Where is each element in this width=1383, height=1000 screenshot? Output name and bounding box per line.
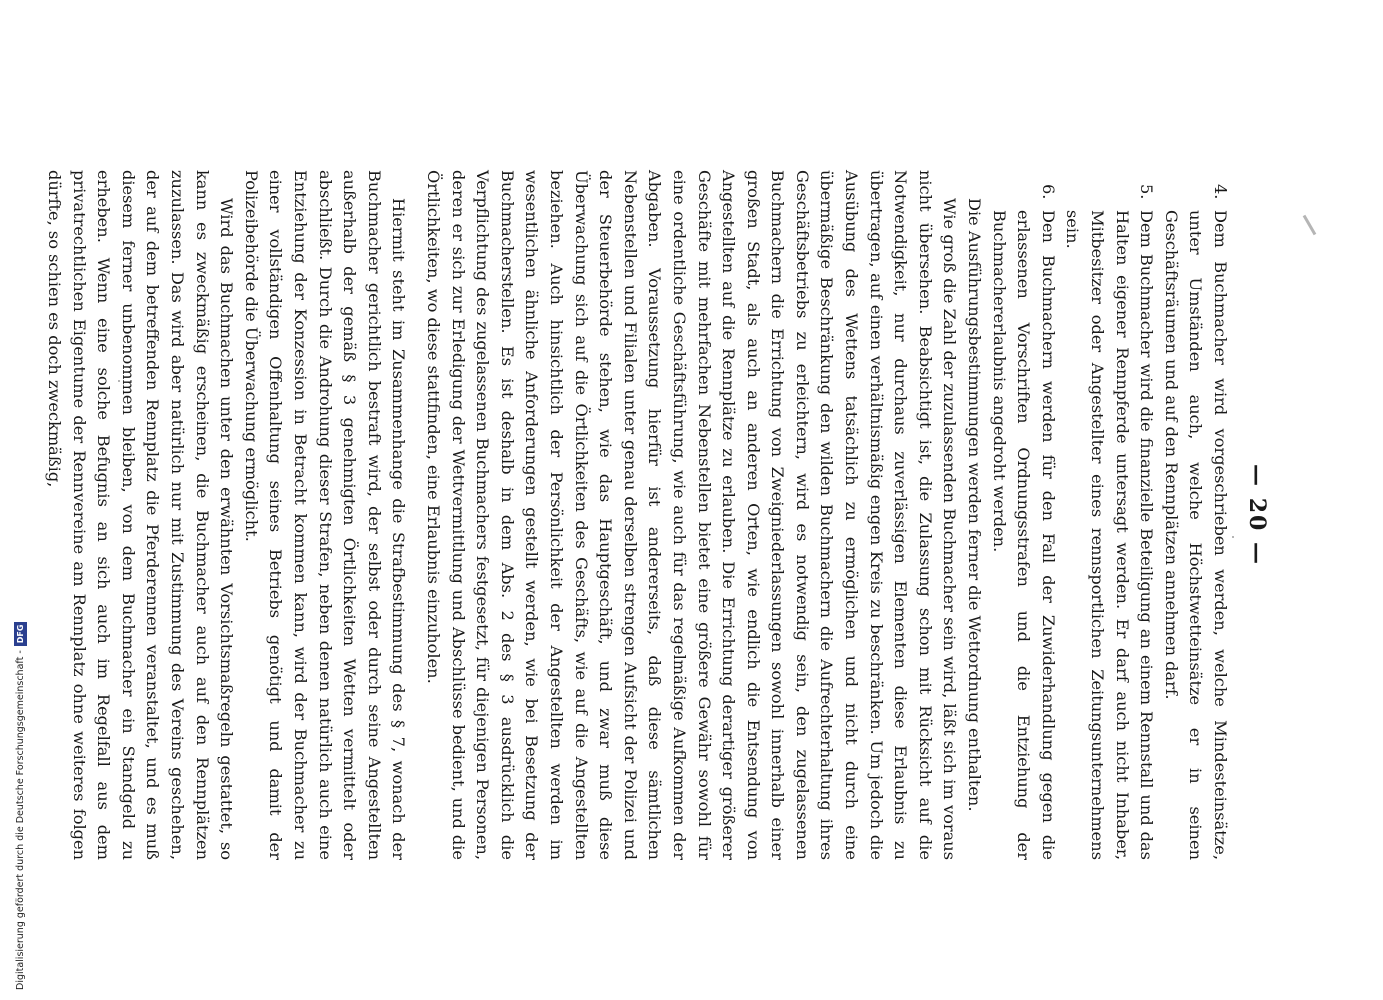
- page-number: — 20 —: [1244, 464, 1270, 566]
- paragraph: Wie groß die Zahl der zuzulassenden Buchmacher sein wird, läßt sich im voraus nicht übersehen. Beabsichtigt ist, die Zulassung schon mit Rücksicht auf die Notwendigkeit, nur durchaus zuverlässigen Elementen diese Erlaubnis zu übertragen, auf einen verhältnismäßig engen Kreis zu beschränken. Um jedoch die Ausübung des Wettens tatsächlich zu ermöglichen und nicht durch eine übermäßige Beschränkung den wilden Buchmachern die Aufrechterhaltung ihres Geschäftsbetriebs zu erleichtern, wird es notwendig sein, den zugelassenen Buchmachern die Errichtung von Zweigniederlassungen sowohl innerhalb einer großen Stadt, als auch an anderen Orten, wie endlich die Entsendung von Angestellten auf die Rennplätze zu erlauben. Die Errichtung derartiger größerer Geschäfte mit mehrfachen Nebenstellen bietet eine größere Gewähr sowohl für eine ordentliche Geschäftsführung, wie auch für das regelmäßige Aufkommen der Abgaben. Voraussetzung hierfür ist andererseits, daß diese sämtlichen Nebenstellen und Filialen unter genau derselben strengen Aufsicht der Polizei und der Steuerbehörde stehen, wie das Hauptgeschäft, und zwar muß diese Überwachung sich auf die Örtlichkeiten des Geschäfts, wie auf die Angestellten beziehen. Auch hinsichtlich der Persönlichkeit der Angestellten werden im wesentlichen ähnliche Anforderungen gestellt werden, wie bei Besetzung der Buchmacherstellen. Es ist deshalb in dem Abs. 2 des § 3 ausdrücklich die Verpflichtung des zugelassenen Buchmachers festgesetzt, für diejenigen Personen, deren er sich zur Erledigung der Wettvermittlung und Abschlüsse bedient, und die Örtlichkeiten, wo diese stattfinden, eine Erlaubnis einzuholen.: [424, 170, 960, 860]
- digitization-credit: [14, 10, 28, 990]
- page-content: [45, 150, 1280, 880]
- scan-speck: [1303, 215, 1317, 236]
- list-item: [1060, 170, 1158, 860]
- list-item-text: Den Buchmachern werden für den Fall der Zuwiderhandlung gegen die erlassenen Vorschriften Ordnungsstrafen und die Entziehung der Buchmachererlaubnis angedroht werden.: [989, 210, 1058, 860]
- paragraph: Wird das Buchmachen unter den erwähnten Vorsichtsmaßregeln gestattet, so kann es zweckmäßig erscheinen, die Buchmacher auch auf den Rennplätzen zuzulassen. Das wird aber natürlich nur mit Zustimmung des Vereins geschehen, der auf dem betreffenden Rennplatz die Pferderennen veranstaltet, und es muß diesem ferner unbenommen bleiben, von dem Buchmacher ein Standgeld zu erheben. Wenn eine solche Befugnis an sich auch im Regelfall aus dem privatrechtlichen Eigentume der Rennvereine am Rennplatz ohne weiteres folgen dürfte, so schien es doch zweckmäßig,: [45, 170, 237, 860]
- dfg-logo: DFG: [14, 622, 27, 647]
- list-item-number: 4.: [1211, 184, 1230, 200]
- credit-text: Digitalisierung gefördert durch die Deutsche Forschungsgemeinschaft -: [15, 650, 26, 990]
- list-item-number: 5.: [1137, 184, 1157, 200]
- list-item-text: Dem Buchmacher wird die finanzielle Beteiligung an einem Rennstall und das Halten eigener Rennpferde untersagt werden. Er darf auch nicht Inhaber, Mitbesitzer oder Angestellter eines rennsportlichen Zeitungsunternehmens sein.: [1063, 210, 1157, 860]
- list-item: [1158, 170, 1232, 860]
- list-item-text: Dem Buchmacher wird vorgeschrieben werden, welche Mindesteinsätze, unter Umständen auch, welche Höchstwetteinsätze er in seinen Geschäftsräumen und auf den Rennplätzen annehmen darf.: [1161, 210, 1230, 860]
- list-item: [986, 170, 1060, 860]
- scanned-page: [45, 150, 1280, 880]
- paragraph: Hiermit steht im Zusammenhange die Strafbestimmung des § 7, wonach der Buchmacher gerichtlich bestraft wird, der selbst oder durch seine Angestellten außerhalb der gemäß § 3 genehmigten Örtlichkeiten Wetten vermittelt oder abschließt. Durch die Androhung dieser Strafen, neben denen natürlich auch eine Entziehung der Konzession in Betracht kommen kann, wird der Buchmacher zu einer vollständigen Offenhaltung seines Betriebs genötigt und damit der Polizeibehörde die Überwachung ermöglicht.: [241, 170, 409, 860]
- paragraph: Die Ausführungsbestimmungen werden ferner die Wettordnung enthalten.: [965, 198, 985, 812]
- list-item-number: 6.: [1038, 184, 1058, 200]
